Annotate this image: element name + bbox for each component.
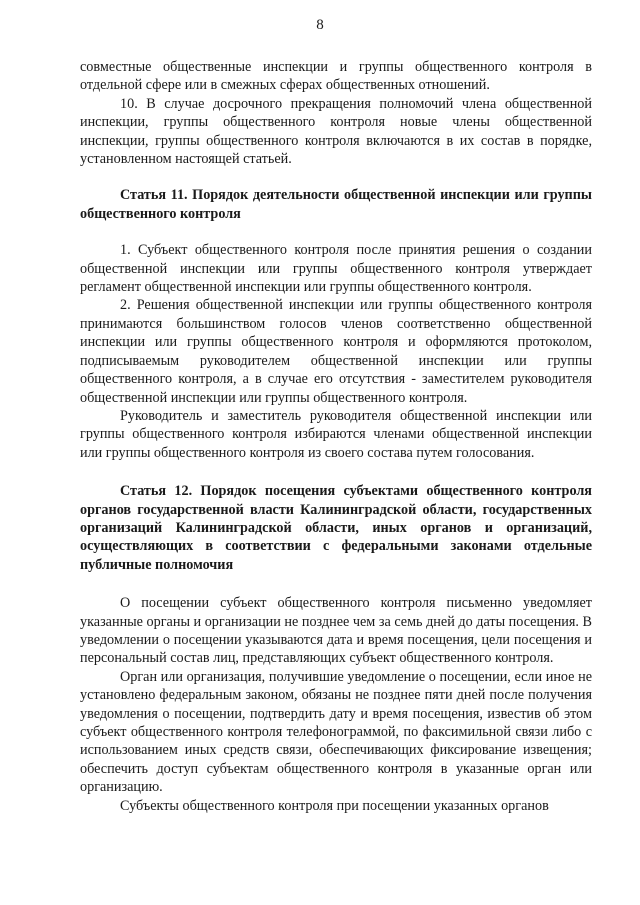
article-11-item-1: 1. Субъект общественного контроля после принятия решения о создании общественной инспекции или группы общественного контроля утверждает регламент общественной инспекции или группы общественного контроля. [80, 242, 592, 296]
article-12-paragraph-3: Субъекты общественного контроля при посещении указанных органов [120, 797, 549, 814]
article-11-item-2: 2. Решения общественной инспекции или группы общественного контроля принимаются большинством голосов членов соответственно общественной инспекции или группы общественного контроля и оформляются протоколом, подписываемым руководителем общественной инспекции или группы общественного контроля, а в случае его отсутствия - заместителем руководителя общественной инспекции или группы общественного контроля. [80, 297, 592, 406]
document-body [80, 58, 592, 815]
page-number: 8 [316, 17, 324, 33]
article-11-heading: Статья 11. Порядок деятельности общественной инспекции или группы общественного контроля [80, 187, 592, 222]
article-11-paragraph-3: Руководитель и заместитель руководителя общественной инспекции или группы общественного контроля избираются членами общественной инспекции или группы общественного контроля из своего состава путем голосования. [80, 407, 592, 461]
paragraph-item-10: 10. В случае досрочного прекращения полномочий члена общественной инспекции, группы общественного контроля новые члены общественной инспекции, группы общественного контроля включаются в их состав в порядке, установленном настоящей статьей. [80, 95, 592, 168]
article-12-heading: Статья 12. Порядок посещения субъектами общественного контроля органов государственной власти Калининградской области, государственных организаций Калининградской области, иных органов и организаций, осуществляющих в соответствии с федеральными законами отдельные публичные полномочия [80, 483, 592, 573]
paragraph-continuation: совместные общественные инспекции и группы общественного контроля в отдельной сфере или в смежных сферах общественных отношений. [80, 59, 592, 94]
article-12-paragraph-1: О посещении субъект общественного контроля письменно уведомляет указанные органы и организации не позднее чем за семь дней до даты посещения. В уведомлении о посещении указываются дата и время посещения, цели посещения и персональный состав лиц, представляющих субъект общественного контроля. [80, 595, 592, 667]
article-12-paragraph-2: Орган или организация, получившие уведомление о посещении, если иное не установлено федеральным законом, обязаны не позднее пяти дней после получения уведомления о посещении, подтвердить дату и время посещения, известив об этом субъект общественного контроля телефонограммой, по факсимильной связи либо с использованием иных средств связи, обеспечивающих фиксирование извещения; обеспечить доступ субъектам общественного контроля в указанные орган или организацию. [80, 668, 592, 796]
